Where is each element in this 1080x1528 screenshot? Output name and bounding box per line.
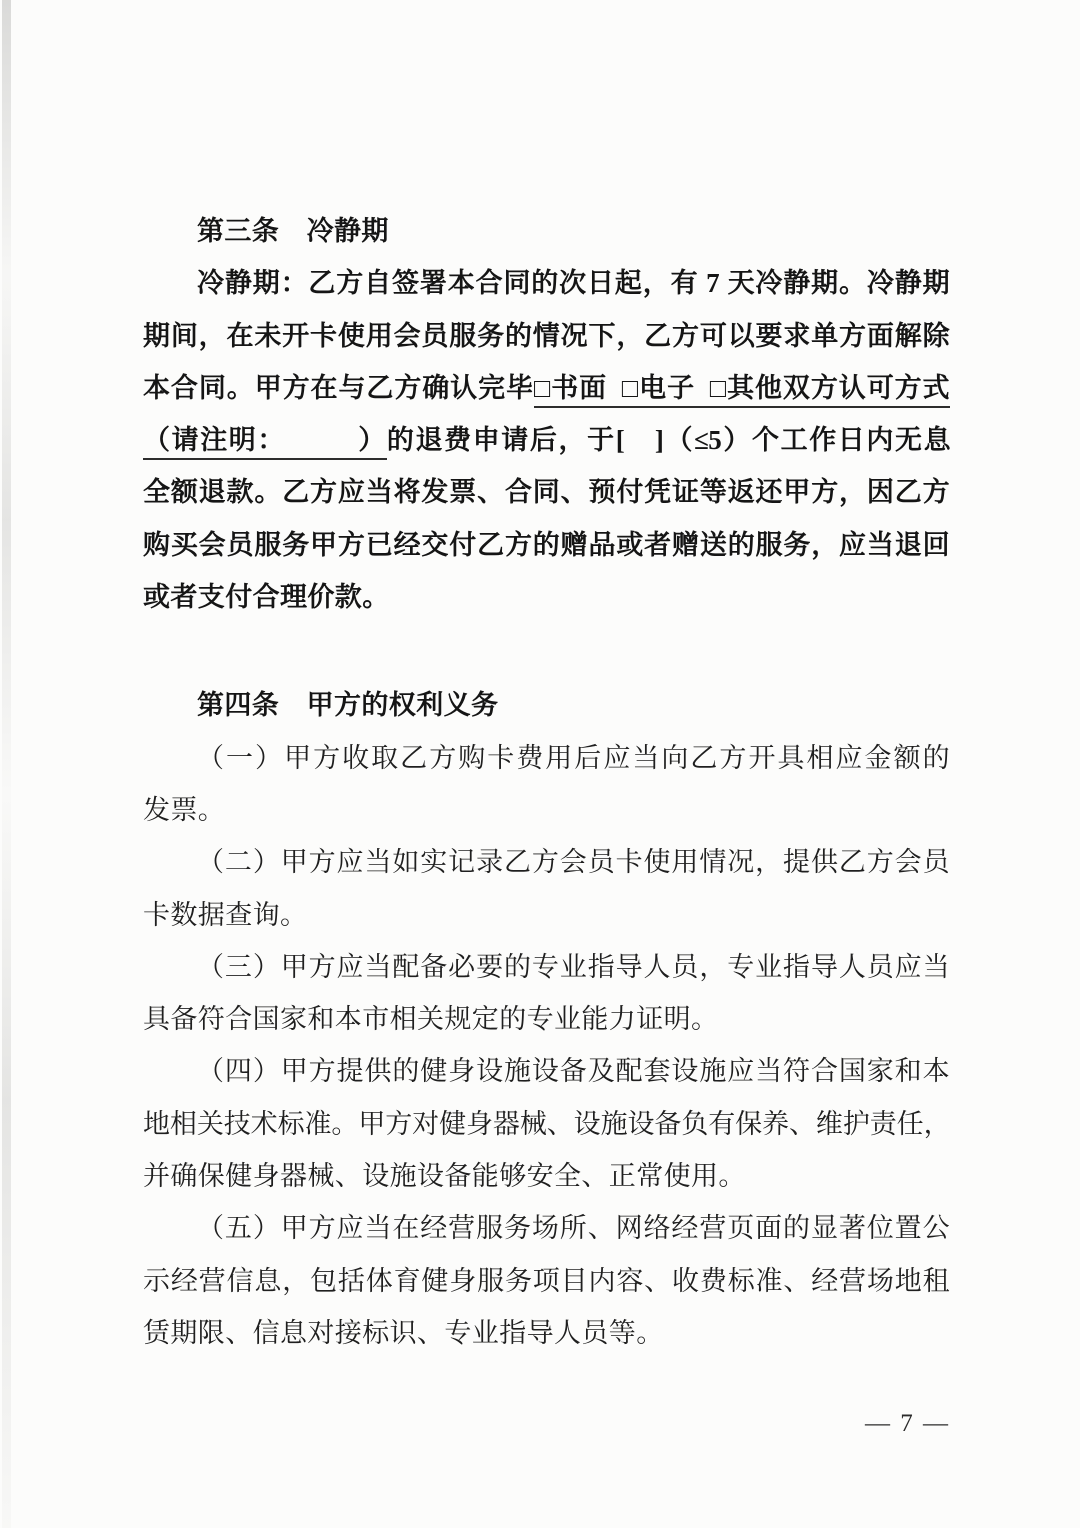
- refund-option-electronic-label: 电子: [639, 372, 695, 403]
- refund-option-other-label: 其他双方认可方式: [727, 372, 950, 403]
- scan-artifact-streak: [2, 0, 11, 1528]
- article4-item1-line-1: （一）甲方收取乙方购卡费用后应当向乙方开具相应金额的: [197, 742, 950, 773]
- article4-item5-line-3: 赁期限、信息对接标识、专业指导人员等。: [143, 1317, 664, 1348]
- refund-deadline-text: 的退费申请后，于[ ]（≤5）个工作日内无息: [386, 425, 950, 456]
- article4-item5-line-1: （五）甲方应当在经营服务场所、网络经营页面的显著位置公: [197, 1213, 950, 1244]
- article3-heading: 第三条 冷静期: [197, 216, 389, 246]
- article3-paragraph-line-5: 全额退款。乙方应当将发票、合同、预付凭证等返还甲方，因乙方: [143, 477, 950, 508]
- article4-item3-line-1: （三）甲方应当配备必要的专业指导人员，专业指导人员应当: [197, 951, 950, 982]
- contract-text-block: [143, 205, 950, 1359]
- checkbox-electronic-icon: □: [621, 372, 640, 403]
- article3-paragraph-line-6: 购买会员服务甲方已经交付乙方的赠品或者赠送的服务，应当退回: [143, 529, 950, 560]
- refund-option-other: [710, 373, 950, 403]
- refund-option-electronic: [622, 373, 695, 403]
- refund-confirm-text: 本合同。甲方在与乙方确认完毕: [143, 372, 534, 403]
- article4-item3-line-2: 具备符合国家和本市相关规定的专业能力证明。: [143, 1004, 719, 1035]
- refund-option-written-label: 书面: [551, 372, 608, 403]
- section-gap: [143, 623, 950, 679]
- article3-paragraph-line-3: [143, 362, 950, 414]
- page-number: — 7 —: [865, 1410, 950, 1437]
- refund-note-blank: （请注明： ）: [143, 425, 387, 460]
- refund-option-written: [534, 373, 607, 403]
- article4-item2-line-2: 卡数据查询。: [143, 899, 308, 930]
- article4-item4-line-3: 并确保健身器械、设施设备能够安全、正常使用。: [143, 1161, 746, 1192]
- article4-item1-line-2: 发票。: [143, 794, 226, 825]
- refund-method-options: [534, 373, 950, 408]
- article3-paragraph-line-1: 冷静期：乙方自签署本合同的次日起，有 7 天冷静期。冷静期: [197, 268, 950, 299]
- article4-heading: 第四条 甲方的权利义务: [197, 690, 499, 721]
- checkbox-written-icon: □: [533, 372, 552, 403]
- article3-paragraph-line-2: 期间，在未开卡使用会员服务的情况下，乙方可以要求单方面解除: [143, 320, 950, 351]
- article4-item5-line-2: 示经营信息，包括体育健身服务项目内容、收费标准、经营场地租: [143, 1265, 950, 1296]
- article4-item4-line-2: 地相关技术标准。甲方对健身器械、设施设备负有保养、维护责任，: [143, 1108, 950, 1139]
- checkbox-other-icon: □: [709, 372, 728, 403]
- article4-item4-line-1: （四）甲方提供的健身设施设备及配套设施应当符合国家和本: [197, 1056, 950, 1087]
- article4-item2-line-1: （二）甲方应当如实记录乙方会员卡使用情况，提供乙方会员: [197, 847, 950, 878]
- article3-paragraph-line-4: [143, 414, 950, 466]
- article3-paragraph-line-7: 或者支付合理价款。: [143, 582, 390, 613]
